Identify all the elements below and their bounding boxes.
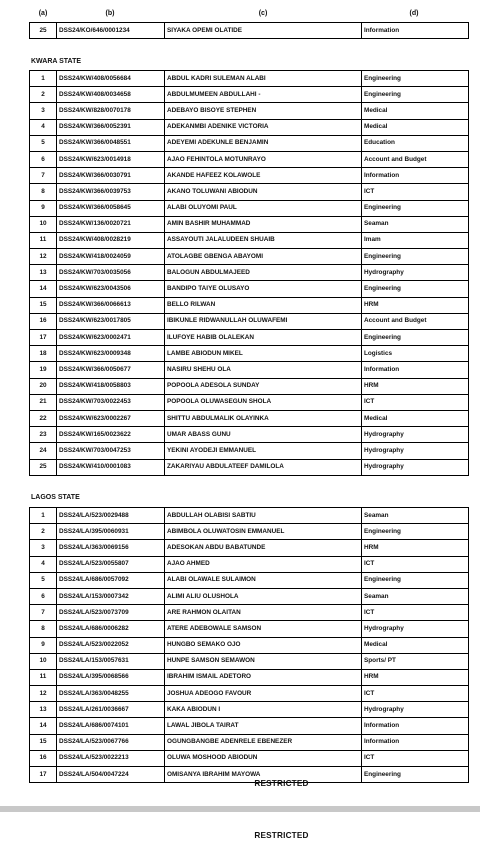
candidate-name-cell: OLUWA MOSHOOD ABIODUN bbox=[165, 750, 362, 766]
registration-code-cell: DSS24/KW/703/0035056 bbox=[57, 265, 165, 281]
table-row bbox=[30, 621, 469, 637]
department-cell: Imam bbox=[362, 232, 469, 248]
candidate-name-cell: AJAO FEHINTOLA MOTUNRAYO bbox=[165, 151, 362, 167]
registration-code-cell: DSS24/KW/366/0052391 bbox=[57, 119, 165, 135]
department-cell: Medical bbox=[362, 103, 469, 119]
department-cell: HRM bbox=[362, 297, 469, 313]
table-row bbox=[30, 508, 469, 524]
candidate-name-cell: ILUFOYE HABIB OLALEKAN bbox=[165, 330, 362, 346]
department-cell: Information bbox=[362, 168, 469, 184]
registration-code-cell: DSS24/KW/366/0030791 bbox=[57, 168, 165, 184]
registration-code-cell: DSS24/LA/686/0006282 bbox=[57, 621, 165, 637]
registration-code-cell: DSS24/KW/136/0020721 bbox=[57, 216, 165, 232]
serial-number-cell: 6 bbox=[30, 151, 57, 167]
candidate-name-cell: ADEBAYO BISOYE STEPHEN bbox=[165, 103, 362, 119]
serial-number-cell: 19 bbox=[30, 362, 57, 378]
table-row bbox=[30, 410, 469, 426]
department-cell: ICT bbox=[362, 556, 469, 572]
serial-number-cell: 8 bbox=[30, 184, 57, 200]
registration-code-cell: DSS24/LA/395/0068566 bbox=[57, 669, 165, 685]
serial-number-cell: 23 bbox=[30, 427, 57, 443]
candidate-name-cell: ADEKANMBI ADENIKE VICTORIA bbox=[165, 119, 362, 135]
department-cell: Medical bbox=[362, 119, 469, 135]
department-cell: Information bbox=[362, 362, 469, 378]
registration-code-cell: DSS24/KW/366/0050677 bbox=[57, 362, 165, 378]
department-cell: Hydrography bbox=[362, 265, 469, 281]
serial-number-cell: 22 bbox=[30, 410, 57, 426]
serial-number-cell: 24 bbox=[30, 443, 57, 459]
department-cell: Account and Budget bbox=[362, 151, 469, 167]
department-cell: Seaman bbox=[362, 216, 469, 232]
candidate-name-cell: ADEYEMI ADEKUNLE BENJAMIN bbox=[165, 135, 362, 151]
serial-number-cell: 7 bbox=[30, 168, 57, 184]
candidate-name-cell: BANDIPO TAIYE OLUSAYO bbox=[165, 281, 362, 297]
serial-number-cell: 16 bbox=[30, 750, 57, 766]
serial-number-cell: 21 bbox=[30, 394, 57, 410]
table-row bbox=[30, 168, 469, 184]
candidate-name-cell: ABDULLAH OLABISI SABTIU bbox=[165, 508, 362, 524]
candidate-name-cell: ABIMBOLA OLUWATOSIN EMMANUEL bbox=[165, 524, 362, 540]
table-row bbox=[30, 459, 469, 475]
department-cell: Seaman bbox=[362, 508, 469, 524]
registration-code-cell: DSS24/LA/395/0060931 bbox=[57, 524, 165, 540]
registration-code-cell: DSS24/LA/363/0048255 bbox=[57, 686, 165, 702]
table-row bbox=[30, 135, 469, 151]
candidate-name-cell: BALOGUN ABDULMAJEED bbox=[165, 265, 362, 281]
candidate-name-cell: HUNGBO SEMAKO OJO bbox=[165, 637, 362, 653]
department-cell: Information bbox=[362, 718, 469, 734]
candidate-name-cell: UMAR ABASS GUNU bbox=[165, 427, 362, 443]
table-row bbox=[30, 281, 469, 297]
candidate-name-cell: ABDUL KADRI SULEMAN ALABI bbox=[165, 71, 362, 87]
candidate-name-cell: IBRAHIM ISMAIL ADETORO bbox=[165, 669, 362, 685]
serial-number-cell: 3 bbox=[30, 540, 57, 556]
table-row bbox=[30, 556, 469, 572]
restricted-footer-label: RESTRICTED bbox=[254, 779, 309, 788]
department-cell: Engineering bbox=[362, 767, 469, 783]
table-row bbox=[30, 330, 469, 346]
serial-number-cell: 1 bbox=[30, 71, 57, 87]
table-row bbox=[30, 87, 469, 103]
candidate-name-cell: SIYAKA OPEMI OLATIDE bbox=[165, 23, 362, 39]
table-row bbox=[30, 605, 469, 621]
registration-code-cell: DSS24/LA/153/0007342 bbox=[57, 588, 165, 604]
department-cell: Hydrography bbox=[362, 443, 469, 459]
table-row bbox=[30, 572, 469, 588]
table-row bbox=[30, 362, 469, 378]
serial-number-cell: 5 bbox=[30, 135, 57, 151]
registration-code-cell: DSS24/KW/366/0058645 bbox=[57, 200, 165, 216]
column-headers bbox=[0, 10, 480, 20]
registration-code-cell: DSS24/KW/408/0034658 bbox=[57, 87, 165, 103]
registration-code-cell: DSS24/KW/623/0009348 bbox=[57, 346, 165, 362]
column-header-d: (d) bbox=[409, 10, 419, 17]
serial-number-cell: 10 bbox=[30, 653, 57, 669]
registration-code-cell: DSS24/KW/703/0022453 bbox=[57, 394, 165, 410]
page-separator bbox=[0, 806, 480, 812]
registration-code-cell: DSS24/KW/366/0039753 bbox=[57, 184, 165, 200]
serial-number-cell: 8 bbox=[30, 621, 57, 637]
department-cell: Information bbox=[362, 734, 469, 750]
department-cell: HRM bbox=[362, 378, 469, 394]
candidate-name-cell: AKANDE HAFEEZ KOLAWOLE bbox=[165, 168, 362, 184]
department-cell: Medical bbox=[362, 410, 469, 426]
registration-code-cell: DSS24/KW/408/0056684 bbox=[57, 71, 165, 87]
candidate-name-cell: KAKA ABIODUN I bbox=[165, 702, 362, 718]
serial-number-cell: 1 bbox=[30, 508, 57, 524]
candidate-name-cell: LAMBE ABIODUN MIKEL bbox=[165, 346, 362, 362]
serial-number-cell: 13 bbox=[30, 702, 57, 718]
candidate-name-cell: HUNPE SAMSON SEMAWON bbox=[165, 653, 362, 669]
candidate-name-cell: ZAKARIYAU ABDULATEEF DAMILOLA bbox=[165, 459, 362, 475]
candidate-name-cell: ATERE ADEBOWALE SAMSON bbox=[165, 621, 362, 637]
candidate-name-cell: ADESOKAN ABDU BABATUNDE bbox=[165, 540, 362, 556]
candidate-name-cell: JOSHUA ADEOGO FAVOUR bbox=[165, 686, 362, 702]
candidate-name-cell: IBIKUNLE RIDWANULLAH OLUWAFEMI bbox=[165, 313, 362, 329]
department-cell: Logistics bbox=[362, 346, 469, 362]
serial-number-cell: 9 bbox=[30, 200, 57, 216]
table-row bbox=[30, 265, 469, 281]
table-row bbox=[30, 297, 469, 313]
table-row bbox=[30, 200, 469, 216]
candidate-name-cell: AJAO AHMED bbox=[165, 556, 362, 572]
candidate-name-cell: ALIMI ALIU OLUSHOLA bbox=[165, 588, 362, 604]
registration-code-cell: DSS24/LA/363/0069156 bbox=[57, 540, 165, 556]
registration-code-cell: DSS24/KW/366/0048551 bbox=[57, 135, 165, 151]
serial-number-cell: 4 bbox=[30, 119, 57, 135]
serial-number-cell: 16 bbox=[30, 313, 57, 329]
serial-number-cell: 12 bbox=[30, 249, 57, 265]
serial-number-cell: 18 bbox=[30, 346, 57, 362]
candidate-name-cell: AMIN BASHIR MUHAMMAD bbox=[165, 216, 362, 232]
column-header-a: (a) bbox=[38, 10, 48, 17]
registration-code-cell: DSS24/LA/686/0074101 bbox=[57, 718, 165, 734]
table-kwara bbox=[29, 70, 469, 476]
department-cell: Engineering bbox=[362, 200, 469, 216]
registration-code-cell: DSS24/KW/408/0028219 bbox=[57, 232, 165, 248]
table-top bbox=[29, 22, 469, 39]
serial-number-cell: 2 bbox=[30, 524, 57, 540]
table-row bbox=[30, 346, 469, 362]
candidate-name-cell: ASSAYOUTI JALALUDEEN SHUAIB bbox=[165, 232, 362, 248]
department-cell: ICT bbox=[362, 605, 469, 621]
table-row bbox=[30, 378, 469, 394]
department-cell: Seaman bbox=[362, 588, 469, 604]
registration-code-cell: DSS24/KW/623/0014918 bbox=[57, 151, 165, 167]
table-row bbox=[30, 394, 469, 410]
table-row bbox=[30, 653, 469, 669]
column-header-c: (c) bbox=[258, 10, 268, 17]
table-row bbox=[30, 151, 469, 167]
table-row bbox=[30, 103, 469, 119]
candidate-name-cell: SHITTU ABDULMALIK OLAYINKA bbox=[165, 410, 362, 426]
candidate-name-cell: YEKINI AYODEJI EMMANUEL bbox=[165, 443, 362, 459]
table-row bbox=[30, 718, 469, 734]
department-cell: Engineering bbox=[362, 281, 469, 297]
registration-code-cell: DSS24/LA/153/0057631 bbox=[57, 653, 165, 669]
table-row bbox=[30, 427, 469, 443]
registration-code-cell: DSS24/KW/703/0047253 bbox=[57, 443, 165, 459]
department-cell: Sports/ PT bbox=[362, 653, 469, 669]
registration-code-cell: DSS24/KW/366/0066613 bbox=[57, 297, 165, 313]
registration-code-cell: DSS24/LA/504/0047224 bbox=[57, 767, 165, 783]
department-cell: Medical bbox=[362, 637, 469, 653]
table-row bbox=[30, 71, 469, 87]
candidate-name-cell: AKANO TOLUWANI ABIODUN bbox=[165, 184, 362, 200]
table-row bbox=[30, 588, 469, 604]
table-row bbox=[30, 232, 469, 248]
table-row bbox=[30, 734, 469, 750]
registration-code-cell: DSS24/LA/523/0073709 bbox=[57, 605, 165, 621]
section-title-lagos: LAGOS STATE bbox=[31, 494, 80, 501]
registration-code-cell: DSS24/LA/523/0055807 bbox=[57, 556, 165, 572]
serial-number-cell: 10 bbox=[30, 216, 57, 232]
table-row bbox=[30, 524, 469, 540]
table-row bbox=[30, 637, 469, 653]
registration-code-cell: DSS24/KW/623/0043506 bbox=[57, 281, 165, 297]
candidate-name-cell: ABDULMUMEEN ABDULLAHI - bbox=[165, 87, 362, 103]
candidate-name-cell: NASIRU SHEHU OLA bbox=[165, 362, 362, 378]
serial-number-cell: 11 bbox=[30, 232, 57, 248]
serial-number-cell: 11 bbox=[30, 669, 57, 685]
restricted-header-label: RESTRICTED bbox=[254, 831, 309, 840]
registration-code-cell: DSS24/KW/623/0017805 bbox=[57, 313, 165, 329]
department-cell: Account and Budget bbox=[362, 313, 469, 329]
registration-code-cell: DSS24/KW/418/0024059 bbox=[57, 249, 165, 265]
candidate-name-cell: ARE RAHMON OLAITAN bbox=[165, 605, 362, 621]
table-row bbox=[30, 119, 469, 135]
candidate-name-cell: POPOOLA OLUWASEGUN SHOLA bbox=[165, 394, 362, 410]
department-cell: Information bbox=[362, 23, 469, 39]
serial-number-cell: 15 bbox=[30, 734, 57, 750]
registration-code-cell: DSS24/LA/523/0067766 bbox=[57, 734, 165, 750]
serial-number-cell: 12 bbox=[30, 686, 57, 702]
department-cell: ICT bbox=[362, 394, 469, 410]
table-lagos bbox=[29, 507, 469, 783]
registration-code-cell: DSS24/KW/623/0002267 bbox=[57, 410, 165, 426]
department-cell: Engineering bbox=[362, 249, 469, 265]
serial-number-cell: 17 bbox=[30, 767, 57, 783]
department-cell: ICT bbox=[362, 750, 469, 766]
section-title-kwara: KWARA STATE bbox=[31, 58, 82, 65]
candidate-name-cell: OMISANYA IBRAHIM MAYOWA bbox=[165, 767, 362, 783]
serial-number-cell: 3 bbox=[30, 103, 57, 119]
registration-code-cell: DSS24/LA/523/0029488 bbox=[57, 508, 165, 524]
serial-number-cell: 20 bbox=[30, 378, 57, 394]
table-row bbox=[30, 443, 469, 459]
candidate-name-cell: ATOLAGBE GBENGA ABAYOMI bbox=[165, 249, 362, 265]
registration-code-cell: DSS24/KW/410/0001083 bbox=[57, 459, 165, 475]
department-cell: Engineering bbox=[362, 330, 469, 346]
column-header-b: (b) bbox=[105, 10, 115, 17]
department-cell: Hydrography bbox=[362, 427, 469, 443]
serial-number-cell: 17 bbox=[30, 330, 57, 346]
candidate-name-cell: LAWAL JIBOLA TAIRAT bbox=[165, 718, 362, 734]
table-row bbox=[30, 750, 469, 766]
registration-code-cell: DSS24/LA/523/0022213 bbox=[57, 750, 165, 766]
serial-number-cell: 6 bbox=[30, 588, 57, 604]
department-cell: Engineering bbox=[362, 524, 469, 540]
table-row bbox=[30, 249, 469, 265]
serial-number-cell: 25 bbox=[30, 459, 57, 475]
candidate-name-cell: POPOOLA ADESOLA SUNDAY bbox=[165, 378, 362, 394]
table-row bbox=[30, 686, 469, 702]
registration-code-cell: DSS24/KW/828/0070178 bbox=[57, 103, 165, 119]
serial-number-cell: 7 bbox=[30, 605, 57, 621]
department-cell: HRM bbox=[362, 540, 469, 556]
table-row bbox=[30, 23, 469, 39]
registration-code-cell: DSS24/LA/261/0036667 bbox=[57, 702, 165, 718]
registration-code-cell: DSS24/KO/646/0001234 bbox=[57, 23, 165, 39]
table-row bbox=[30, 216, 469, 232]
serial-number-cell: 2 bbox=[30, 87, 57, 103]
department-cell: Engineering bbox=[362, 71, 469, 87]
table-row bbox=[30, 313, 469, 329]
registration-code-cell: DSS24/LA/686/0057092 bbox=[57, 572, 165, 588]
table-row bbox=[30, 702, 469, 718]
department-cell: Engineering bbox=[362, 87, 469, 103]
candidate-name-cell: BELLO RILWAN bbox=[165, 297, 362, 313]
table-row bbox=[30, 540, 469, 556]
registration-code-cell: DSS24/KW/418/0058803 bbox=[57, 378, 165, 394]
table-row bbox=[30, 184, 469, 200]
department-cell: ICT bbox=[362, 686, 469, 702]
serial-number-cell: 14 bbox=[30, 281, 57, 297]
serial-number-cell: 4 bbox=[30, 556, 57, 572]
department-cell: ICT bbox=[362, 184, 469, 200]
serial-number-cell: 15 bbox=[30, 297, 57, 313]
registration-code-cell: DSS24/KW/165/0023622 bbox=[57, 427, 165, 443]
department-cell: HRM bbox=[362, 669, 469, 685]
department-cell: Engineering bbox=[362, 572, 469, 588]
candidate-name-cell: OGUNGBANGBE ADENRELE EBENEZER bbox=[165, 734, 362, 750]
serial-number-cell: 25 bbox=[30, 23, 57, 39]
registration-code-cell: DSS24/LA/523/0022052 bbox=[57, 637, 165, 653]
department-cell: Hydrography bbox=[362, 621, 469, 637]
registration-code-cell: DSS24/KW/623/0002471 bbox=[57, 330, 165, 346]
candidate-name-cell: ALABI OLUYOMI PAUL bbox=[165, 200, 362, 216]
serial-number-cell: 5 bbox=[30, 572, 57, 588]
table-row bbox=[30, 669, 469, 685]
serial-number-cell: 14 bbox=[30, 718, 57, 734]
department-cell: Education bbox=[362, 135, 469, 151]
department-cell: Hydrography bbox=[362, 702, 469, 718]
serial-number-cell: 9 bbox=[30, 637, 57, 653]
serial-number-cell: 13 bbox=[30, 265, 57, 281]
department-cell: Hydrography bbox=[362, 459, 469, 475]
candidate-name-cell: ALABI OLAWALE SULAIMON bbox=[165, 572, 362, 588]
